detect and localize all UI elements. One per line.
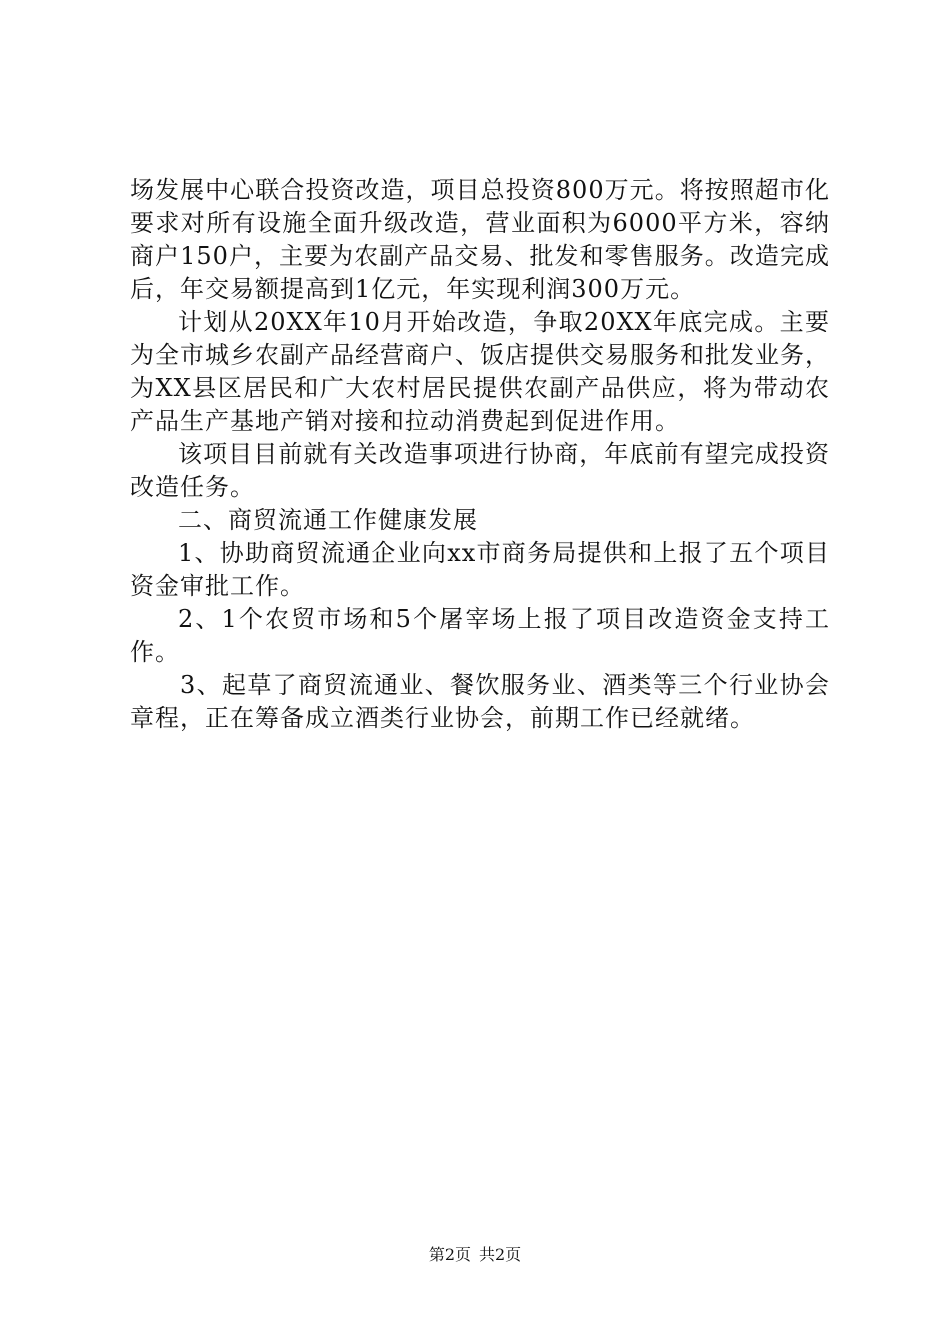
- page-number-total: 共2页: [479, 1245, 522, 1264]
- paragraph-project-investment: 场发展中心联合投资改造，项目总投资800万元。将按照超市化要求对所有设施全面升级改造，营业面积为6000平方米，容纳商户150户，主要为农副产品交易、批发和零售服务。改造完成后，年交易额提高到1亿元，年实现利润300万元。: [130, 176, 830, 303]
- paragraph-negotiation-status: 该项目目前就有关改造事项进行协商，年底前有望完成投资改造任务。: [130, 440, 830, 501]
- page-footer: [0, 1243, 950, 1267]
- section-heading-trade-circulation: 二、商贸流通工作健康发展: [178, 506, 478, 534]
- paragraph-renovation-plan: 计划从20XX年10月开始改造，争取20XX年底完成。主要为全市城乡农副产品经营商户、饭店提供交易服务和批发业务，为XX县区居民和广大农村居民提供农副产品供应，将为带动农产品生产基地产销对接和拉动消费起到促进作用。: [130, 308, 830, 435]
- document-body: [130, 174, 830, 735]
- page-number-current: 第2页: [428, 1245, 471, 1264]
- list-item-1: 1、协助商贸流通企业向xx市商务局提供和上报了五个项目资金审批工作。: [130, 539, 830, 600]
- list-item-2: 2、1个农贸市场和5个屠宰场上报了项目改造资金支持工作。: [130, 605, 830, 666]
- list-item-3: 3、起草了商贸流通业、餐饮服务业、酒类等三个行业协会章程，正在筹备成立酒类行业协会，前期工作已经就绪。: [130, 671, 830, 732]
